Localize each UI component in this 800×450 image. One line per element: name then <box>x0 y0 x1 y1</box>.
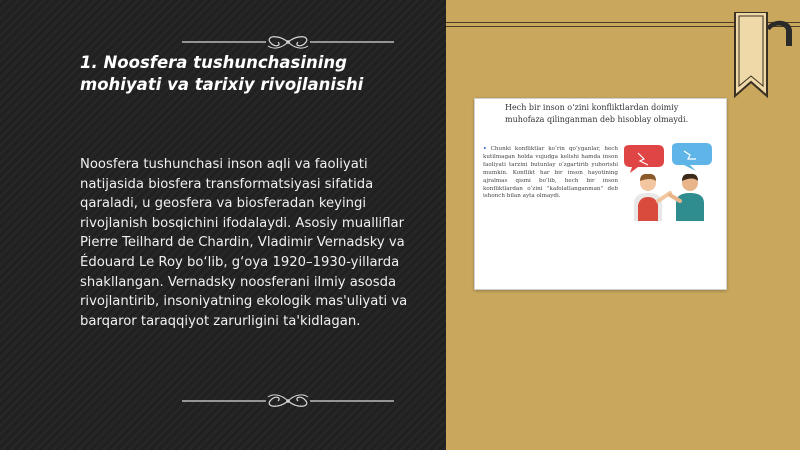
card-bullet-paragraph <box>483 146 618 201</box>
bottom-ornament-divider-icon <box>178 391 398 411</box>
top-ornament-divider-icon <box>178 32 398 52</box>
slide-body-text: Noosfera tushunchasi inson aqli va faoliyati natijasida biosfera transformatsiyasi sifatida qaraladi, u geosfera va biosferadan keyingi rivojlanish bosqichini ifodalaydi. Asosiy mualliflar Pierre Teilhard de Chardin, Vladimir Vernadsky va Édouard Le Roy bo‘lib, g‘oya 1920–1930-yillarda shakllangan. Vernadsky noosferani ilmiy asosda rivojlantirib, insoniyatning ekologik mas'uliyati va barqaror taraqqiyot zarurligini ta'kidlagan. <box>80 157 408 329</box>
bookmark-ribbon-icon <box>733 12 769 98</box>
bullet-icon: • <box>483 146 487 152</box>
textbook-image-card <box>474 98 727 290</box>
arguing-people-illustration-icon <box>618 143 718 221</box>
card-bullet-text: Chunki konfliktlar ko‘rin qo‘yganlar, hech kutilmagan holda vujudga kelishi hamda inson faoliyati tarzini butunlay o‘zgartirib yuborishi mumkin. Konflikt har bir inson hayotining ajralmas qismi bo‘lib, hech bir inson konfliktlardan o‘zini "kafolatlanganman" deb ishonch bilan ayta olmaydi. <box>483 146 618 200</box>
card-heading: Hech bir inson o‘zini konfliktlardan doimiy muhofaza qilinganman deb hisoblay olmaydi. <box>505 103 689 124</box>
slide-title: 1. Noosfera tushunchasining mohiyati va tarixiy rivojlanishi <box>80 53 364 94</box>
